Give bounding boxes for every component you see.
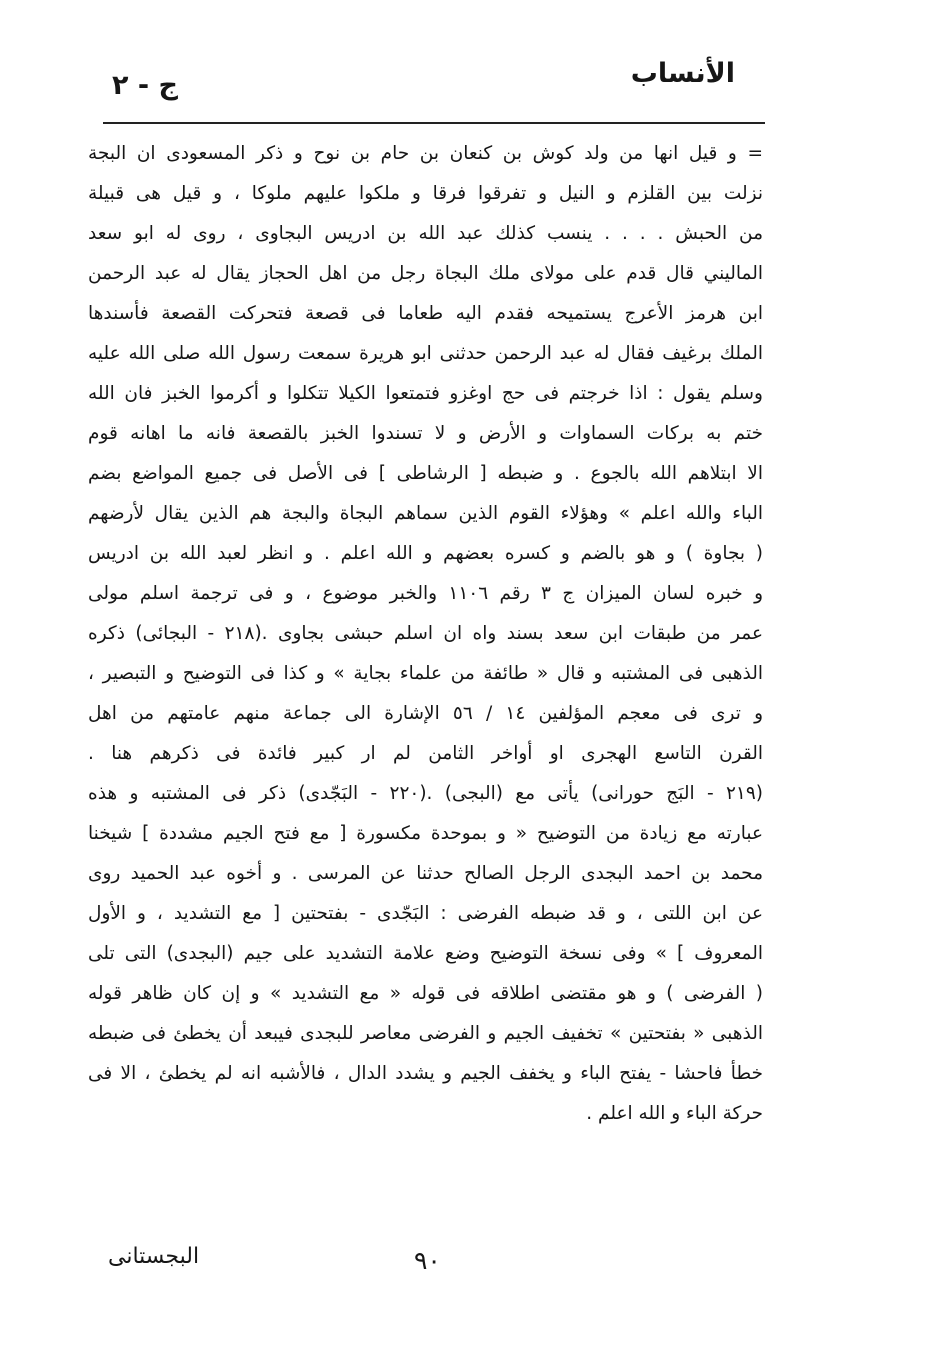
volume-label: ج - ٢ [112, 70, 178, 101]
header-rule [103, 122, 765, 124]
text-line: وسلم يقول : اذا خرجتم فى حج اوغزو فتمتعوا الكيلا تتكلوا و أكرموا الخبز فان الله [88, 383, 763, 404]
text-line: الا ابتلاهم الله بالجوع . و ضبطه [ الرشاطى ] فى الأصل فى جميع المواضع بضم [88, 463, 763, 484]
text-line: خطأ فاحشا - يفتح الباء و يخفف الجيم و يشدد الدال ، فالأشبه انه لم يخطئ ، الا فى [88, 1063, 763, 1084]
text-line: عن ابن اللتى ، و قد ضبطه الفرضى : البَجّدى - بفتحتين [ مع التشديد ، و الأول [88, 903, 763, 924]
text-line: = و قيل انها من ولد كوش بن كنعان بن حام بن نوح و ذكر المسعودى ان البجة [88, 143, 763, 164]
text-line: ابن هرمز الأعرج يستميحه فقدم اليه طعاما فى قصعة فتحركت القصعة فأسندها [88, 303, 763, 324]
page-number: ٩٠ [414, 1246, 441, 1275]
text-line: حركة الباء و الله اعلم . [586, 1103, 763, 1124]
text-line: محمد بن احمد البجدى الرجل الصالح حدثنا عن المرسى . و أخوه عبد الحميد روى [88, 863, 763, 884]
text-line: المعروف ] » وفى نسخة التوضيح وضع علامة التشديد على جيم (البجدى) التى تلى [88, 943, 763, 964]
text-line: (٢١٩ - البَج حورانى) يأتى مع (البجى) .(٢٢٠ - البَجّدى) ذكر فى المشتبه و هذه [88, 783, 763, 804]
text-line: الذهبى فى المشتبه و قال « طائفة من علماء بجاية » و كذا فى التوضيح و التبصير ، [88, 663, 763, 684]
text-line: الملك برغيف فقال له عبد الرحمن حدثنى ابو هريرة سمعت رسول الله صلى الله عليه [88, 343, 763, 364]
text-line: ( الفرضى ) و هو مقتضى اطلاقه فى قوله « مع التشديد » و إن كان ظاهر قوله [88, 983, 763, 1004]
running-title: الأنساب [630, 58, 735, 89]
text-line: الماليني قال قدم على مولاى ملك البجاة رجل من اهل الحجاز يقال له عبد الرحمن [88, 263, 763, 284]
text-line: و خبره لسان الميزان ج ٣ رقم ١١٠٦ والخبر موضوع ، و فى ترجمة اسلم مولى [88, 583, 763, 604]
text-line: نزلت بين القلزم و النيل و تفرقوا فرقا و ملكوا عليهم ملوكا ، و قيل هى قبيلة [88, 183, 763, 204]
text-line: عبارته مع زيادة من التوضيح « و بموحدة مكسورة [ مع فتح الجيم مشددة ] شيخنا [88, 823, 763, 844]
text-line: الباء والله اعلم » وهؤلاء القوم الذين سماهم البجاة والبجة هم الذين يقال لأرضهم [88, 503, 763, 524]
catchword: البجستانى [108, 1244, 200, 1269]
text-line: الذهبى « بفتحتين » تخفيف الجيم و الفرضى معاصر للبجدى فيبعد أن يخطئ فى ضبطه [88, 1023, 763, 1044]
text-line: القرن التاسع الهجرى او أواخر الثامن لم ار كبير فائدة فى ذكرهم هنا . [88, 743, 763, 764]
text-line: عمر من طبقات ابن سعد بسند واه ان اسلم حبشى بجاوى .(٢١٨ - البجائى) ذكره [88, 623, 763, 644]
body-text [88, 134, 763, 1134]
text-line: من الحبش . . . . ينسب كذلك عبد الله بن ادريس البجاوى ، روى له ابو سعد [88, 223, 763, 244]
text-line: ختم به بركات السماوات و الأرض و لا تسندوا الخبز بالقصعة فانه ما اهانه قوم [88, 423, 763, 444]
text-line: ( بجاوة ) و هو بالضم و كسره بعضهم و الله اعلم . و انظر لعبد الله بن ادريس [88, 543, 763, 564]
text-line: و ترى فى معجم المؤلفين ١٤ / ٥٦ الإشارة الى جماعة منهم عامتهم من اهل [88, 703, 763, 724]
